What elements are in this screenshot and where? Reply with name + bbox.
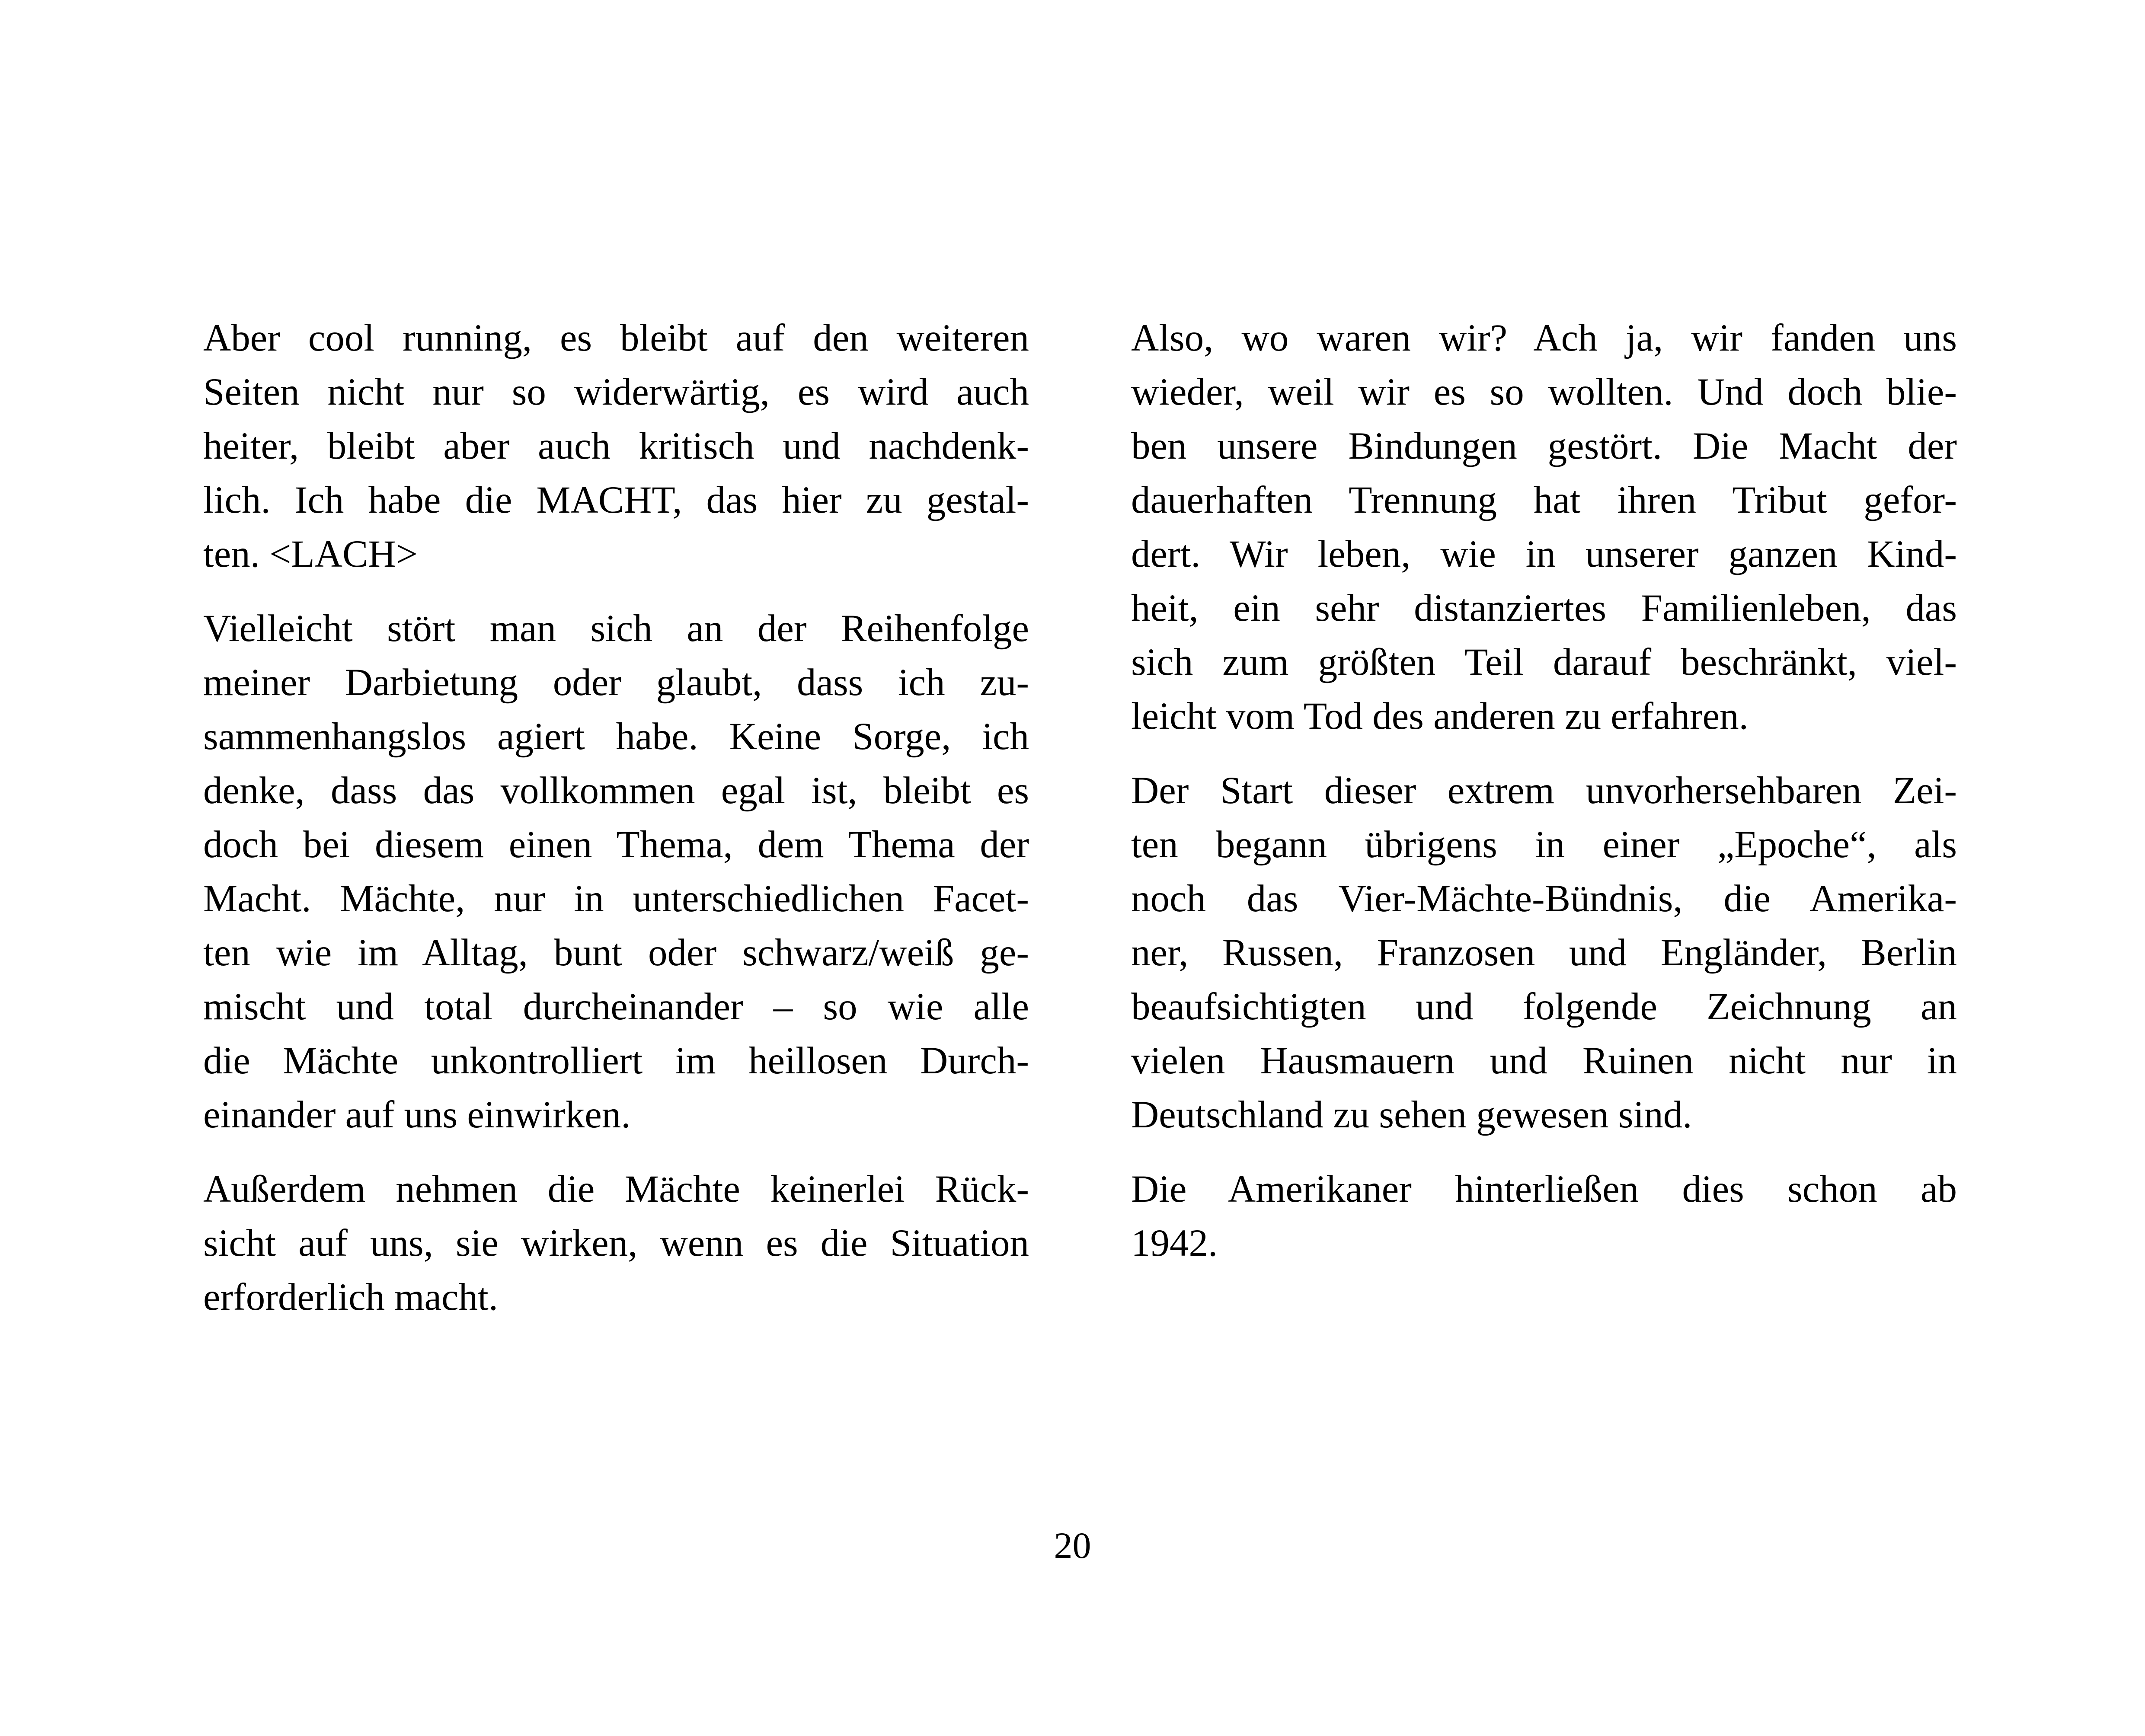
text-line: sammenhangslos agiert habe. Keine Sorge, ich: [203, 715, 1029, 758]
text-line: heiter, bleibt aber auch kritisch und nachdenk-: [203, 425, 1029, 467]
text-line: dert. Wir leben, wie in unserer ganzen Kind-: [1131, 533, 1957, 575]
paragraph-left-3: [203, 1162, 1029, 1324]
text-line: Seiten nicht nur so widerwärtig, es wird auch: [203, 371, 1029, 413]
text-line: Vielleicht stört man sich an der Reihenfolge: [203, 607, 1029, 650]
paragraph-right-2: [1131, 764, 1957, 1142]
text-line: Also, wo waren wir? Ach ja, wir fanden uns: [1131, 317, 1957, 359]
paragraph-right-3: [1131, 1162, 1957, 1270]
paragraph-left-1: [203, 311, 1029, 581]
text-line: heit, ein sehr distanziertes Familienleben, das: [1131, 587, 1957, 629]
text-line: leicht vom Tod des anderen zu erfahren.: [1131, 695, 1749, 737]
text-line: einander auf uns einwirken.: [203, 1094, 631, 1136]
left-text-column: [203, 311, 1029, 1345]
text-line: Deutschland zu sehen gewesen sind.: [1131, 1094, 1692, 1136]
text-line: Macht. Mächte, nur in unterschiedlichen Facet-: [203, 878, 1029, 920]
text-line: 1942.: [1131, 1222, 1218, 1264]
text-line: Außerdem nehmen die Mächte keinerlei Rück-: [203, 1168, 1029, 1210]
text-line: wieder, weil wir es so wollten. Und doch blie-: [1131, 371, 1957, 413]
text-line: erforderlich macht.: [203, 1276, 498, 1318]
text-line: Aber cool running, es bleibt auf den weiteren: [203, 317, 1029, 359]
text-line: denke, dass das vollkommen egal ist, bleibt es: [203, 769, 1029, 812]
text-line: ner, Russen, Franzosen und Engländer, Berlin: [1131, 932, 1957, 974]
text-line: ten begann übrigens in einer „Epoche“, als: [1131, 823, 1957, 866]
page-number: 20: [1054, 1525, 1091, 1566]
text-line: lich. Ich habe die MACHT, das hier zu gestal-: [203, 479, 1029, 521]
right-text-column: [1131, 311, 1957, 1291]
text-line: ten wie im Alltag, bunt oder schwarz/weiß ge-: [203, 932, 1029, 974]
text-line: vielen Hausmauern und Ruinen nicht nur in: [1131, 1040, 1957, 1082]
text-line: doch bei diesem einen Thema, dem Thema der: [203, 823, 1029, 866]
text-line: meiner Darbietung oder glaubt, dass ich zu-: [203, 661, 1029, 704]
text-line: Die Amerikaner hinterließen dies schon ab: [1131, 1168, 1957, 1210]
text-line: ten. <LACH>: [203, 533, 418, 575]
text-line: Der Start dieser extrem unvorhersehbaren Zei-: [1131, 769, 1957, 812]
text-line: dauerhaften Trennung hat ihren Tribut gefor-: [1131, 479, 1957, 521]
text-line: beaufsichtigten und folgende Zeichnung an: [1131, 986, 1957, 1028]
text-line: mischt und total durcheinander – so wie alle: [203, 986, 1029, 1028]
text-line: ben unsere Bindungen gestört. Die Macht der: [1131, 425, 1957, 467]
paragraph-right-1: [1131, 311, 1957, 744]
text-line: sicht auf uns, sie wirken, wenn es die Situation: [203, 1222, 1029, 1264]
text-line: noch das Vier-Mächte-Bündnis, die Amerika-: [1131, 878, 1957, 920]
paragraph-left-2: [203, 602, 1029, 1142]
text-line: die Mächte unkontrolliert im heillosen Durch-: [203, 1040, 1029, 1082]
text-line: sich zum größten Teil darauf beschränkt, viel-: [1131, 641, 1957, 683]
